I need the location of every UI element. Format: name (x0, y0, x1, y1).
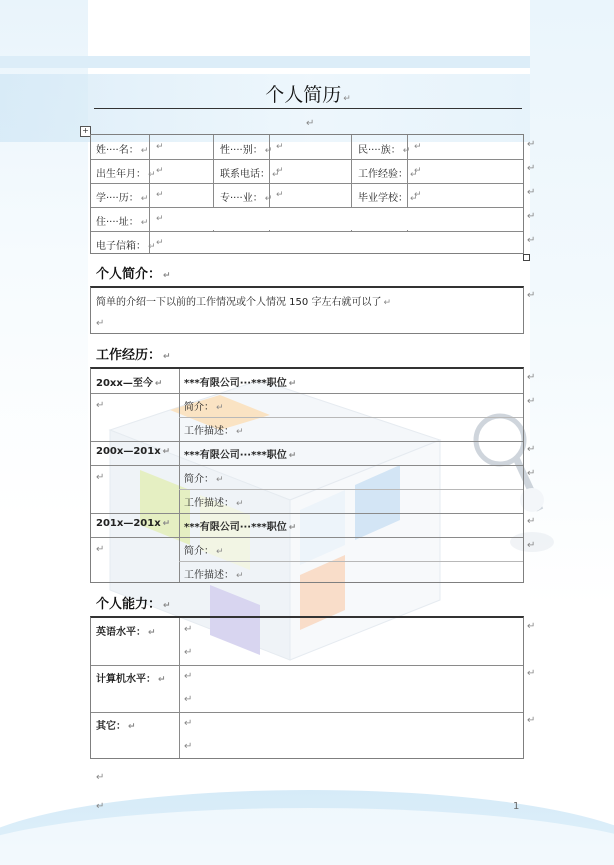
row-end-mark: ↵ (527, 668, 536, 679)
title-underline (94, 108, 522, 109)
exp-desc-2[interactable]: 工作描述： ↵ (184, 498, 244, 509)
info-value-education[interactable]: ↵ (156, 190, 164, 200)
ability-computer-value[interactable]: ↵ (184, 671, 193, 682)
info-label-gender: 性····别： ↵ (220, 145, 273, 156)
info-value-address[interactable]: ↵ (156, 214, 164, 224)
info-value-ethnicity[interactable]: ↵ (414, 142, 422, 152)
exp-desc-1[interactable]: 工作描述： ↵ (184, 426, 244, 437)
row-end-mark: ↵ (527, 516, 536, 527)
row-end-mark: ↵ (527, 235, 536, 246)
row-end-mark: ↵ (527, 396, 536, 407)
return-mark: ↵ (96, 772, 105, 783)
return-mark: ↵ (96, 318, 105, 329)
info-label-ethnicity: 民····族： ↵ (358, 145, 411, 156)
row-divider (91, 159, 523, 160)
row-end-mark: ↵ (527, 163, 536, 174)
row-divider (91, 537, 523, 538)
row-divider (91, 465, 523, 466)
row-end-mark: ↵ (527, 468, 536, 479)
row-divider (91, 393, 523, 394)
ability-english-value[interactable]: ↵ (184, 624, 193, 635)
return-mark: ↵ (96, 801, 105, 812)
exp-period-1: 20xx—至今 ↵ (96, 378, 163, 389)
abilities-title: 个人能力： ↵ (96, 597, 171, 612)
exp-period-2: 200x—201x ↵ (96, 446, 171, 457)
ability-other-value[interactable]: ↵ (184, 718, 193, 729)
info-label-phone: 联系电话： ↵ (220, 169, 280, 180)
info-value-experience[interactable]: ↵ (414, 166, 422, 176)
info-value-school[interactable]: ↵ (414, 190, 422, 200)
row-end-mark: ↵ (527, 187, 536, 198)
info-value-gender[interactable]: ↵ (276, 142, 284, 152)
exp-period-3: 201x—201x ↵ (96, 518, 171, 529)
row-end-mark: ↵ (527, 139, 536, 150)
merged-row-cover (150, 208, 523, 230)
return-mark: ↵ (96, 400, 105, 411)
return-mark: ↵ (96, 472, 105, 483)
exp-company-3[interactable]: ***有限公司···***职位 ↵ (184, 522, 297, 533)
subrow-divider (179, 489, 523, 490)
info-label-name: 姓····名： ↵ (96, 145, 149, 156)
info-label-experience: 工作经验： ↵ (358, 169, 418, 180)
page-number: 1 (513, 801, 520, 812)
row-end-mark: ↵ (527, 211, 536, 222)
info-value-email[interactable]: ↵ (156, 238, 164, 248)
merged-row-cover (150, 232, 523, 253)
intro-title: 个人简介： ↵ (96, 267, 171, 282)
return-mark: ↵ (96, 544, 105, 555)
table-resize-handle-icon[interactable] (523, 254, 530, 261)
info-label-school: 毕业学校： ↵ (358, 193, 418, 204)
info-label-address: 住····址： ↵ (96, 217, 149, 228)
title-text: 个人简历 (265, 84, 342, 106)
row-end-mark: ↵ (527, 372, 536, 383)
col-divider (179, 618, 180, 758)
row-divider (91, 513, 523, 514)
return-mark: ↵ (184, 741, 193, 752)
experience-title: 工作经历： ↵ (96, 348, 171, 363)
exp-desc-3[interactable]: 工作描述： ↵ (184, 570, 244, 581)
info-label-email: 电子信箱： ↵ (96, 241, 156, 252)
exp-intro-3[interactable]: 简介： ↵ (184, 546, 224, 557)
info-label-birth: 出生年月： ↵ (96, 169, 156, 180)
subrow-divider (179, 417, 523, 418)
header-band (0, 56, 614, 68)
row-divider (91, 712, 523, 713)
ability-english-label: 英语水平： ↵ (96, 627, 156, 638)
row-end-mark: ↵ (527, 290, 536, 301)
ability-computer-label: 计算机水平： ↵ (96, 674, 166, 685)
info-value-phone[interactable]: ↵ (276, 166, 284, 176)
return-mark: ↵ (184, 694, 193, 705)
info-value-birth[interactable]: ↵ (156, 166, 164, 176)
experience-table (90, 367, 524, 583)
row-divider (91, 441, 523, 442)
exp-intro-2[interactable]: 简介： ↵ (184, 474, 224, 485)
return-mark: ↵ (184, 647, 193, 658)
row-end-mark: ↵ (527, 444, 536, 455)
col-divider (179, 369, 180, 582)
row-divider (91, 183, 523, 184)
row-end-mark: ↵ (527, 715, 536, 726)
ability-other-label: 其它： ↵ (96, 721, 136, 732)
info-value-name[interactable]: ↵ (156, 142, 164, 152)
page-title (94, 80, 522, 107)
info-label-major: 专····业： ↵ (220, 193, 273, 204)
exp-company-2[interactable]: ***有限公司···***职位 ↵ (184, 450, 297, 461)
row-divider (91, 665, 523, 666)
info-value-major[interactable]: ↵ (276, 190, 284, 200)
row-end-mark: ↵ (527, 540, 536, 551)
intro-text[interactable]: 简单的介绍一下以前的工作情况或个人情况 150 字左右就可以了 ↵ (96, 297, 391, 308)
return-mark: ↵ (343, 94, 351, 104)
subrow-divider (179, 561, 523, 562)
info-label-education: 学····历： ↵ (96, 193, 149, 204)
exp-intro-1[interactable]: 简介： ↵ (184, 402, 224, 413)
table-move-handle-icon[interactable]: + (80, 126, 91, 137)
exp-company-1[interactable]: ***有限公司···***职位 ↵ (184, 378, 297, 389)
row-end-mark: ↵ (527, 621, 536, 632)
return-mark: ↵ (306, 118, 315, 129)
